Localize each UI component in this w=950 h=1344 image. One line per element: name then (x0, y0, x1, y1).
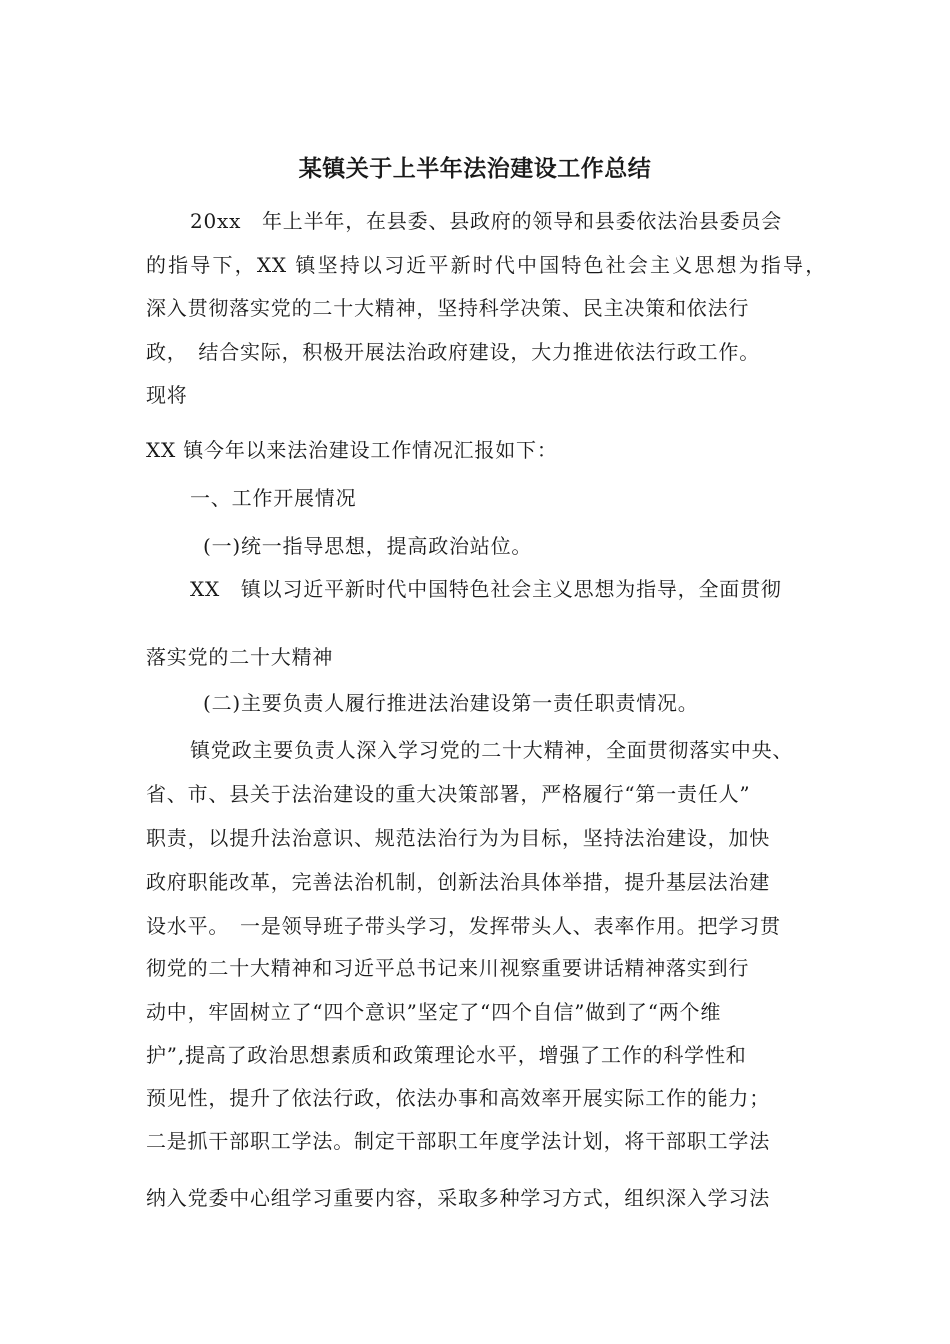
paragraph-line: 现将 (146, 383, 188, 407)
paragraph-line: 彻党的二十大精神和习近平总书记来川视察重要讲话精神落实到行 (146, 956, 750, 980)
document-title: 某镇关于上半年法治建设工作总结 (298, 156, 652, 182)
paragraph-line: XX 镇以习近平新时代中国特色社会主义思想为指导，全面贯彻 (190, 577, 782, 601)
paragraph-line: 政府职能改革，完善法治机制，创新法治具体举措，提升基层法治建 (146, 870, 770, 894)
paragraph-line: 职责，以提升法治意识、规范法治行为为目标，坚持法治建设，加快 (146, 826, 770, 850)
paragraph-line: 护”,提高了政治思想素质和政策理论水平，增强了工作的科学性和 (146, 1043, 747, 1067)
paragraph-line: 设水平。 一是领导班子带头学习，发挥带头人、表率作用。把学习贯 (146, 914, 781, 938)
section-heading: 一、工作开展情况 (190, 486, 357, 510)
paragraph-line: 纳入党委中心组学习重要内容，采取多种学习方式，组织深入学习法 (146, 1186, 770, 1210)
paragraph-line: 的指导下，XX 镇坚持以习近平新时代中国特色社会主义思想为指导， (146, 253, 826, 277)
paragraph-line: XX 镇今年以来法治建设工作情况汇报如下： (146, 438, 558, 462)
paragraph-line: 二是抓干部职工学法。制定干部职工年度学法计划，将干部职工学法 (146, 1129, 770, 1153)
paragraph-line: 预见性，提升了依法行政，依法办事和高效率开展实际工作的能力； (146, 1086, 770, 1110)
subsection-heading: (一)统一指导思想，提高政治站位。 (203, 534, 533, 558)
paragraph-line: 20xx 年上半年，在县委、县政府的领导和县委依法治县委员会 (190, 209, 783, 233)
paragraph-line: 政， 结合实际，积极开展法治政府建设，大力推进依法行政工作。 (146, 340, 760, 364)
paragraph-line: 镇党政主要负责人深入学习党的二十大精神，全面贯彻落实中央、 (190, 738, 794, 762)
paragraph-line: 落实党的二十大精神 (146, 645, 334, 669)
paragraph-line: 省、市、县关于法治建设的重大决策部署，严格履行“第一责任人” (146, 782, 751, 806)
subsection-heading: (二)主要负责人履行推进法治建设第一责任职责情况。 (203, 691, 699, 715)
paragraph-line: 动中，牢固树立了“四个意识”坚定了“四个自信”做到了“两个维 (146, 1000, 722, 1024)
paragraph-line: 深入贯彻落实党的二十大精神，坚持科学决策、民主决策和依法行 (146, 296, 750, 320)
